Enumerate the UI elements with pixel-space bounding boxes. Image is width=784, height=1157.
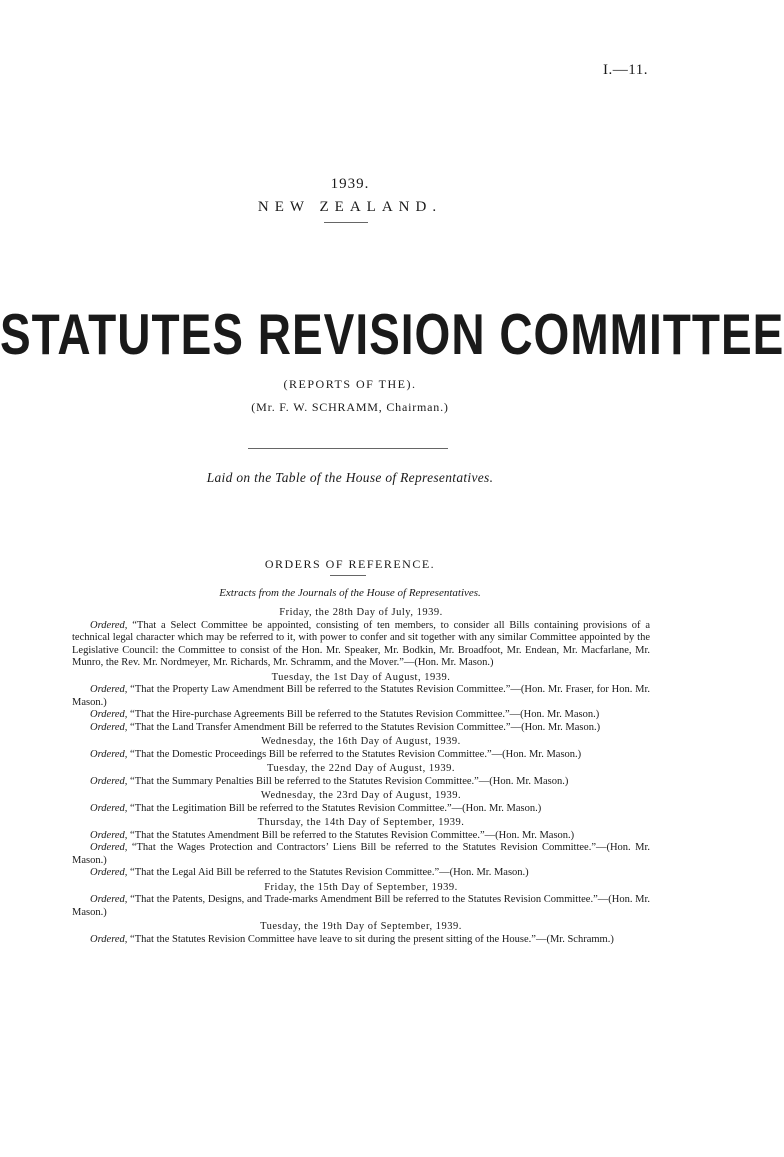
sitting-date: Wednesday, the 23rd Day of August, 1939. (260, 790, 462, 801)
order-paragraph (72, 894, 650, 919)
country-heading: NEW ZEALAND. (257, 199, 443, 215)
order-paragraph (72, 830, 650, 843)
ordered-label: Ordered, (90, 894, 128, 905)
ordered-label: Ordered, (90, 684, 128, 695)
order-paragraph (72, 749, 650, 762)
order-paragraph (72, 867, 650, 880)
order-paragraph (72, 722, 650, 735)
ordered-label: Ordered, (90, 721, 128, 733)
order-text: “That the Legal Aid Bill be referred to the Statutes Revision Committee.”—(Hon. Mr. Mason.) (130, 867, 529, 878)
extracts-line: Extracts from the Journals of the House of Representatives. (219, 587, 481, 599)
order-text: “That the Property Law Amendment Bill be referred to the Statutes Revision Committee.”—(Hon. Mr. Fraser, for Hon. Mr. Mason.) (72, 684, 650, 708)
order-text: “That the Statutes Revision Committee have leave to sit during the present sitting of the House.”—(Mr. Schramm.) (130, 933, 614, 945)
order-text: “That the Hire-purchase Agreements Bill be referred to the Statutes Revision Committee.”—(Hon. Mr. Mason.) (130, 709, 600, 720)
order-text: “That the Legitimation Bill be referred to the Statutes Revision Committee.”—(Hon. Mr. Mason.) (130, 802, 542, 814)
order-paragraph (72, 934, 650, 947)
order-text: “That the Domestic Proceedings Bill be referred to the Statutes Revision Committee.”—(Hon. Mr. Mason.) (130, 748, 582, 760)
sitting-date: Tuesday, the 1st Day of August, 1939. (271, 671, 451, 683)
order-paragraph (72, 842, 650, 867)
order-text: “That the Wages Protection and Contractors’ Liens Bill be referred to the Statutes Revision Committee.”—(Hon. Mr. Mason.) (72, 842, 651, 866)
order-text: “That the Statutes Amendment Bill be referred to the Statutes Revision Committee.”—(Hon. Mr. Mason.) (130, 829, 575, 841)
divider (324, 222, 368, 223)
divider (248, 448, 448, 449)
sitting-date: Friday, the 28th Day of July, 1939. (279, 607, 443, 618)
order-text: “That the Patents, Designs, and Trade-marks Amendment Bill be referred to the Statutes Revision Committee.”—(Hon. Mr. Mason.) (72, 894, 651, 918)
ordered-label: Ordered, (90, 802, 128, 814)
order-text: “That a Select Committee be appointed, consisting of ten members, to consider all Bills containing provisions of a technical legal character which may be referred to it, with power to confer and sit together with any similar Committee appointed by the Legislative Council: the Committee to consist of the Hon. Mr. Speaker, Mr. Bodkin, Mr. Broadfoot, Mr. Endean, Mr. Macfarlane, Mr. Munro, the Rev. Mr. Nordmeyer, Mr. Richards, Mr. Schramm, and the Mover.”—(Hon. Mr. Mason.) (72, 619, 651, 668)
chairman-line: (Mr. F. W. SCHRAMM, Chairman.) (251, 400, 449, 414)
sitting-date: Tuesday, the 19th Day of September, 1939. (260, 921, 462, 932)
sitting-date: Tuesday, the 22nd Day of August, 1939. (267, 763, 455, 774)
orders-heading: ORDERS OF REFERENCE. (264, 557, 436, 571)
document-year: 1939. (330, 176, 370, 192)
sitting-date: Thursday, the 14th Day of September, 1939. (257, 817, 465, 828)
laid-on-table-line: Laid on the Table of the House of Representatives. (206, 470, 494, 485)
ordered-label: Ordered, (90, 933, 128, 945)
document-subtitle: (REPORTS OF THE). (283, 377, 417, 391)
order-paragraph (72, 709, 650, 722)
order-text: “That the Summary Penalties Bill be referred to the Statutes Revision Committee.”—(Hon. Mr. Mason.) (130, 775, 569, 787)
divider (330, 575, 366, 576)
ordered-label: Ordered, (90, 619, 128, 631)
order-text: “That the Land Transfer Amendment Bill be referred to the Statutes Revision Committee.”—(Hon. Mr. Mason.) (130, 721, 601, 733)
sitting-date: Wednesday, the 16th Day of August, 1939. (261, 736, 461, 747)
ordered-label: Ordered, (90, 748, 128, 760)
document-title: STATUTES REVISION COMMITTEE (0, 301, 784, 367)
ordered-label: Ordered, (90, 709, 128, 720)
ordered-label: Ordered, (90, 829, 128, 841)
order-paragraph (72, 776, 650, 789)
order-paragraph (72, 684, 650, 709)
orders-of-reference (72, 605, 650, 946)
ordered-label: Ordered, (90, 842, 128, 853)
ordered-label: Ordered, (90, 775, 128, 787)
order-paragraph (72, 803, 650, 816)
page-reference: I.—11. (603, 62, 648, 78)
ordered-label: Ordered, (90, 867, 128, 878)
sitting-date: Friday, the 15th Day of September, 1939. (264, 881, 458, 893)
order-paragraph (72, 620, 650, 670)
